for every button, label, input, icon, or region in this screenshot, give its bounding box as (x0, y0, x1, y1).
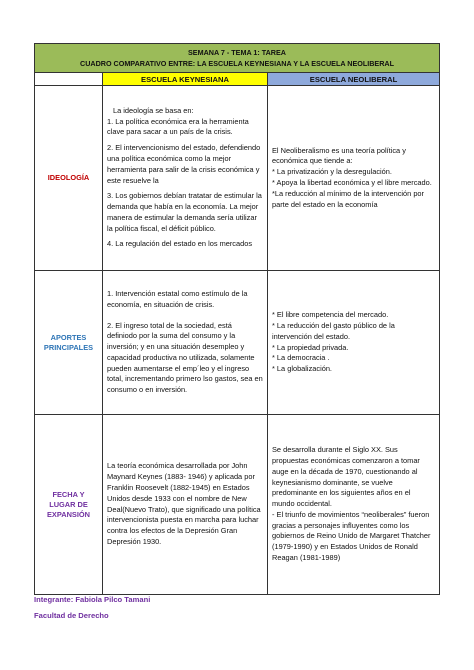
cell-keynesiana-fecha (103, 415, 268, 595)
row-label-fecha: FECHA Y LUGAR DE EXPANSIÓN (35, 415, 103, 595)
row-label-aportes: APORTES PRINCIPALES (35, 271, 103, 415)
cell-neoliberal-aportes (268, 271, 440, 415)
comparison-table (34, 43, 440, 595)
column-header-row (35, 73, 440, 86)
blank-corner-cell (35, 73, 103, 86)
cell-paragraph: - El triunfo de movimientos “neoliberales” fueron gracias a personajes influyentes como los gobiernos de Reino Unido de Margaret Thatcher (1979-1990) y en Estados Unidos de Ronald Reagan (1981-1989) (272, 509, 431, 563)
cell-paragraph: 4. La regulación del estado en los mercados (107, 239, 253, 249)
table-row-ideologia (35, 86, 440, 271)
cell-paragraph: * La propiedad privada. (272, 342, 349, 352)
cell-paragraph: El Neoliberalismo es una teoría política y económica que tiende a: (272, 145, 406, 166)
cell-paragraph: *La reducción al mínimo de la intervención por parte del estado en la economía (272, 188, 425, 209)
table-row-fecha (35, 415, 440, 595)
cell-paragraph: Se desarrolla durante el Siglo XX. Sus propuestas económicas comenzaron a tomar auge en la década de 1970, cuestionando al keynesianismo dominante, se vuelve predominante en los siguientes años en el mundo occidental. (272, 445, 420, 509)
cell-paragraph: * La globalización. (272, 364, 332, 374)
cell-keynesiana-aportes (103, 271, 268, 415)
cell-paragraph: * El libre competencia del mercado. (272, 310, 389, 320)
cell-paragraph: 3. Los gobiernos debían tratatar de estimular la demanda que había en la economía. La mejor manera de estimular la demanda sería utilizar la política fiscal, el déficit público. (107, 191, 262, 233)
row-label-ideologia: IDEOLOGÍA (35, 86, 103, 271)
cell-paragraph: 2. El ingreso total de la sociedad, está definiodo por la suma del consumo y la inversión; y en una situación desempleo y capacidad productiva no utilizada, solamente pueden aumentarse el emp´leo y el ingreso total, incrementando primero lso gastos, sea en consumo o en inversión. (107, 320, 263, 395)
title-row (35, 44, 440, 73)
cell-neoliberal-fecha (268, 415, 440, 595)
page-title: SEMANA 7 - TEMA 1: TAREA (188, 48, 286, 57)
cell-paragraph: La ideología se basa en: (113, 105, 194, 115)
cell-paragraph: * La reducción del gasto público de la intervención del estado. (272, 320, 395, 341)
page-subtitle: CUADRO COMPARATIVO ENTRE: LA ESCUELA KEYNESIANA Y LA ESCUELA NEOLIBERAL (80, 59, 394, 68)
footer-facultad: Facultad de Derecho (34, 611, 109, 620)
table-row-aportes (35, 271, 440, 415)
column-header-neoliberal: ESCUELA NEOLIBERAL (268, 73, 440, 86)
cell-keynesiana-ideologia (103, 86, 268, 271)
column-header-keynesiana: ESCUELA KEYNESIANA (103, 73, 268, 86)
cell-paragraph: 2. El intervencionismo del estado, defendiendo una política económica como la mejor herramienta para salir de la crisis económica y este resuelve la (107, 143, 261, 185)
comparison-sheet (34, 43, 439, 595)
cell-paragraph: * Apoya la libertad económica y el libre mercado. (272, 178, 432, 187)
cell-paragraph: 1. Intervención estatal como estímulo de la economía, en situación de crisis. (107, 288, 248, 309)
cell-paragraph: * La democracia . (272, 353, 330, 363)
cell-paragraph: * La privatización y la desregulación. (272, 167, 392, 177)
footer-integrante: Integrante: Fabiola Pilco Tamani (34, 595, 151, 604)
table-header (35, 44, 440, 73)
cell-neoliberal-ideologia (268, 86, 440, 271)
cell-paragraph: La teoría económica desarrollada por John Maynard Keynes (1883- 1946) y aplicada por Franklin Roosevelt (1882-1945) en Estados Unidos desde 1933 con el nombre de New Deal(Nuevo Trato), que significado una política intervencionista puesta en marcha para luchar contra los efectos de la Depresión Gran Depresión 1930. (107, 461, 261, 546)
cell-paragraph: 1. La política económica era la herramienta clave para sacar a un país de la crisis. (107, 116, 249, 137)
